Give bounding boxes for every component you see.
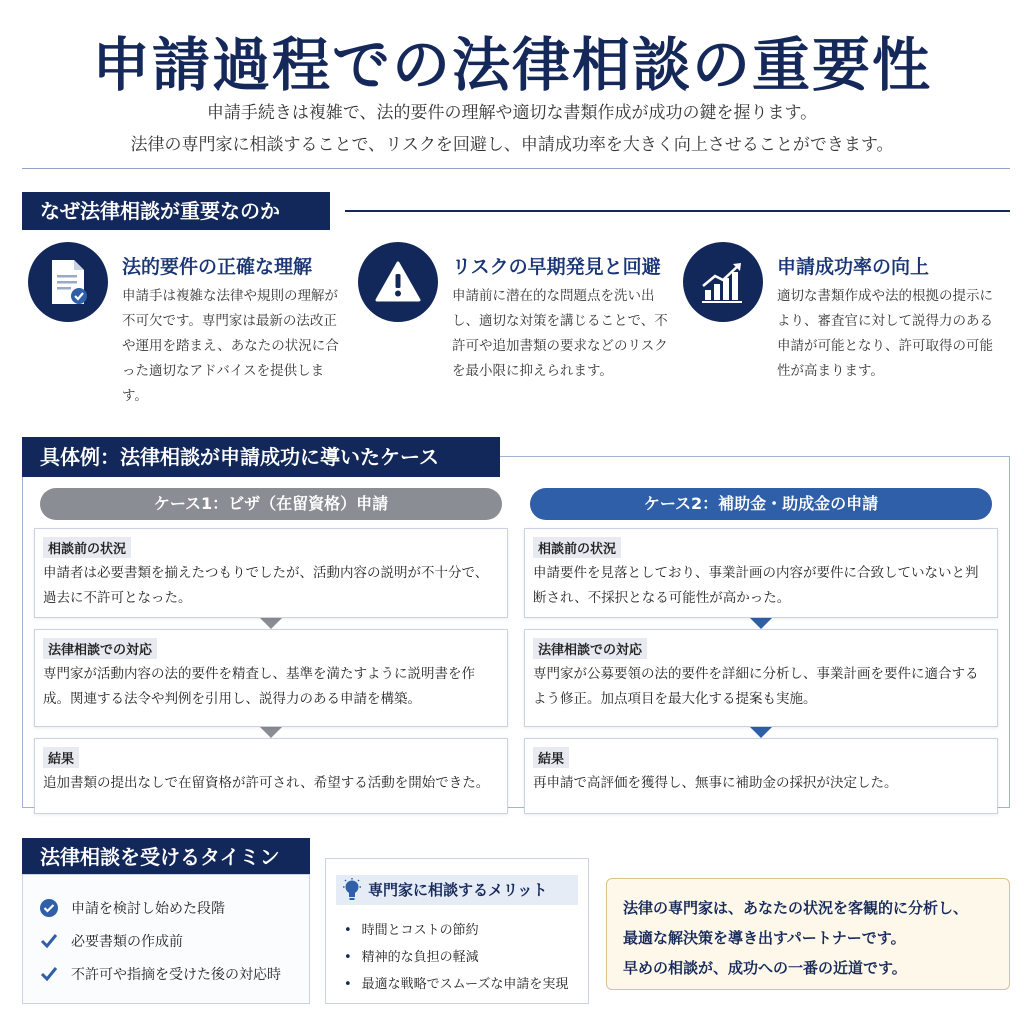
list-item — [39, 924, 309, 957]
list-item: • 精神的な負担の軽減 — [344, 944, 568, 971]
list-item — [39, 891, 309, 924]
page-title: 申請過程での法律相談の重要性 — [91, 31, 932, 99]
case-title: ケース1：ビザ（在留資格）申請 — [40, 488, 502, 520]
lightbulb-icon — [342, 878, 362, 912]
check-icon — [39, 964, 59, 984]
why-section-heading: なぜ法律相談が重要なのか — [22, 192, 330, 230]
timing-item-text: 必要書類の作成前 — [71, 933, 183, 950]
case-column — [524, 488, 998, 814]
flow-arrow — [259, 726, 283, 738]
reason-text: 申請前に潜在的な問題点を洗い出し、適切な対策を講じることで、不許可や追加書類の要求などのリスクを最小限に抑えられます。 — [452, 288, 668, 379]
merit-heading-text: 専門家に相談するメリット — [368, 881, 548, 899]
intro-line-2: 法律の専門家に相談することで、リスクを回避し、申請成功率を大きく向上させることができます。 — [130, 135, 894, 155]
intro-line-1: 申請手続きは複雑で、法的要件の理解や適切な書類作成が成功の鍵を握ります。 — [206, 103, 818, 123]
case-result-label: 結果 — [43, 747, 79, 768]
case-before-box — [34, 528, 508, 618]
case-action-text: 専門家が活動内容の法的要件を精査し、基準を満たすように説明書を作成。関連する法令や判例を引用し、説得力のある申請を構築。 — [43, 666, 475, 707]
case-result-text: 追加書類の提出なしで在留資格が許可され、希望する活動を開始できた。 — [43, 775, 490, 791]
case-result-text: 再申請で高評価を獲得し、無事に補助金の採択が決定した。 — [533, 775, 898, 791]
reason-title: 申請成功率の向上 — [777, 256, 930, 278]
check-icon — [39, 931, 59, 951]
note-line: 法律の専門家は、あなたの状況を客観的に分析し、 — [623, 899, 969, 917]
note-line: 早めの相談が、成功への一番の近道です。 — [623, 959, 907, 977]
reason-item — [28, 242, 338, 412]
case-action-label: 法律相談での対応 — [43, 638, 157, 659]
divider — [22, 168, 1010, 169]
timing-item-text: 申請を検討し始めた段階 — [71, 900, 225, 917]
warning-icon — [358, 242, 438, 322]
section-rule — [345, 210, 1010, 212]
case-column — [34, 488, 508, 814]
reason-text: 申請手は複雑な法律や規則の理解が不可欠です。専門家は最新の法改正や運用を踏まえ、あなたの状況に合った適切なアドバイスを提供します。 — [122, 288, 339, 404]
document-check-icon — [28, 242, 108, 322]
flow-arrow — [259, 617, 283, 629]
timing-box — [22, 874, 310, 1004]
case-before-text: 申請要件を見落としており、事業計画の内容が要件に合致していないと判断され、不採択となる可能性が高かった。 — [533, 565, 979, 606]
list-item: • 時間とコストの節約 — [344, 917, 568, 944]
merit-heading — [336, 875, 578, 905]
list-item: • 最適な戦略でスムーズな申請を実現 — [344, 971, 568, 998]
bar-chart-growth-icon — [683, 242, 763, 322]
flow-arrow — [749, 726, 773, 738]
case-action-box — [34, 629, 508, 727]
closing-note — [606, 878, 1010, 990]
flow-arrow — [749, 617, 773, 629]
case-result-label: 結果 — [533, 747, 569, 768]
case-before-box — [524, 528, 998, 618]
reason-text: 適切な書類作成や法的根拠の提示により、審査官に対して説得力のある申請が可能となり、許可取得の可能性が高まります。 — [777, 288, 993, 379]
case-before-label: 相談前の状況 — [533, 537, 621, 558]
case-before-text: 申請者は必要書類を揃えたつもりでしたが、活動内容の説明が不十分で、過去に不許可となった。 — [43, 565, 489, 606]
merit-box — [325, 858, 589, 1004]
case-action-label: 法律相談での対応 — [533, 638, 647, 659]
reason-title: リスクの早期発見と回避 — [452, 256, 661, 278]
case-action-box — [524, 629, 998, 727]
case-title: ケース2：補助金・助成金の申請 — [530, 488, 992, 520]
reason-item — [358, 242, 668, 412]
cases-section-heading: 具体例：法律相談が申請成功に導いたケース — [22, 437, 500, 477]
case-result-box — [524, 738, 998, 814]
note-line: 最適な解決策を導き出すパートナーです。 — [623, 929, 906, 947]
case-action-text: 専門家が公募要領の法的要件を詳細に分析し、事業計画を要件に適合するよう修正。加点項目を最大化する提案も実施。 — [533, 666, 979, 707]
reason-title: 法的要件の正確な理解 — [122, 256, 313, 278]
case-result-box — [34, 738, 508, 814]
case-before-label: 相談前の状況 — [43, 537, 131, 558]
timing-item-text: 不許可や指摘を受けた後の対応時 — [71, 966, 281, 983]
check-circle-icon — [39, 898, 59, 918]
list-item — [39, 957, 309, 990]
timing-section-heading: 法律相談を受けるタイミン — [22, 838, 310, 876]
reason-item — [683, 242, 993, 412]
